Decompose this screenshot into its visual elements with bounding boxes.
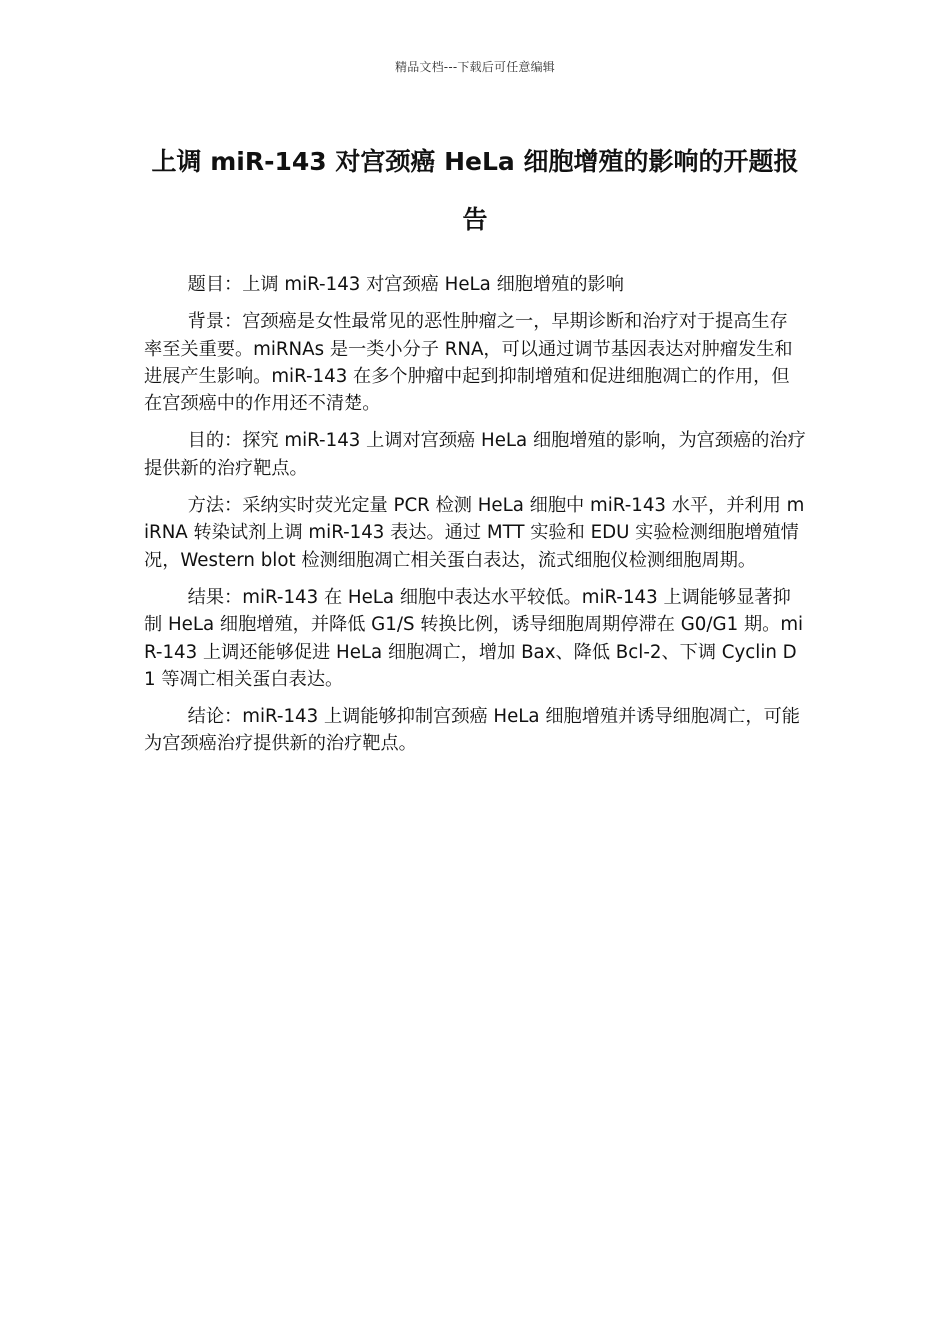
document-title: 上调 miR-143 对宫颈癌 HeLa 细胞增殖的影响的开题报告: [151, 147, 799, 234]
paragraph-topic: 题目：上调 miR-143 对宫颈癌 HeLa 细胞增殖的影响: [187, 274, 624, 295]
header-note: 精品文档---下载后可任意编辑: [395, 60, 555, 74]
paragraph-methods: 方法：采纳实时荧光定量 PCR 检测 HeLa 细胞中 miR-143 水平，并利用 miRNA 转染试剂上调 miR-143 表达。通过 MTT 实验和 EDU 实验检测细胞增殖情况，Western blot 检测细胞凋亡相关蛋白表达，流式细胞仪检测细胞周期。: [144, 495, 805, 571]
paragraph-results: 结果：miR-143 在 HeLa 细胞中表达水平较低。miR-143 上调能够显著抑制 HeLa 细胞增殖，并降低 G1/S 转换比例，诱导细胞周期停滞在 G0/G1 期。miR-143 上调还能够促进 HeLa 细胞凋亡，增加 Bax、降低 Bcl-2、下调 Cyclin D1 等凋亡相关蛋白表达。: [144, 586, 804, 690]
paragraph-conclusion: 结论：miR-143 上调能够抑制宫颈癌 HeLa 细胞增殖并诱导细胞凋亡，可能为宫颈癌治疗提供新的治疗靶点。: [144, 706, 800, 755]
document-body: [144, 271, 806, 768]
paragraph-objective: 目的：探究 miR-143 上调对宫颈癌 HeLa 细胞增殖的影响，为宫颈癌的治疗提供新的治疗靶点。: [144, 430, 806, 479]
paragraph-background: 背景：宫颈癌是女性最常见的恶性肿瘤之一，早期诊断和治疗对于提高生存率至关重要。miRNAs 是一类小分子 RNA，可以通过调节基因表达对肿瘤发生和进展产生影响。miR-143 在多个肿瘤中起到抑制增殖和促进细胞凋亡的作用，但在宫颈癌中的作用还不清楚。: [144, 311, 793, 415]
